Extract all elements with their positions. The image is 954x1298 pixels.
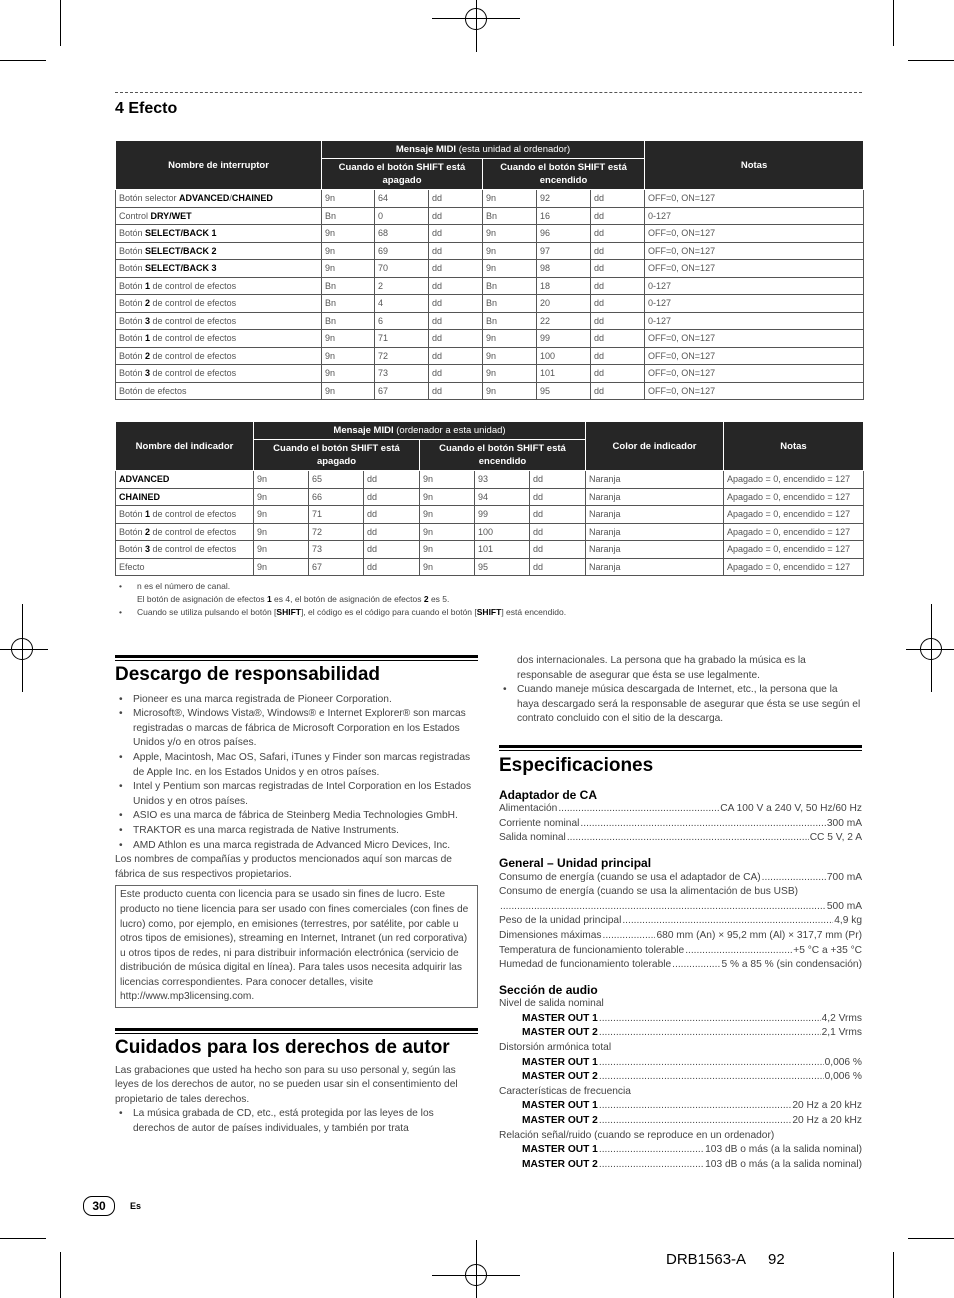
midi-cell: dd <box>429 295 483 313</box>
row-notes: OFF=0, ON=127 <box>645 365 864 383</box>
midi-cell: 73 <box>375 365 429 383</box>
midi-cell: 101 <box>537 365 591 383</box>
midi-cell: Bn <box>322 277 375 295</box>
midi-cell: 9n <box>483 260 537 278</box>
midi-cell: 9n <box>420 523 475 541</box>
midi-cell: dd <box>591 382 645 400</box>
copyright-title: Cuidados para los derechos de autor <box>115 1037 450 1059</box>
midi-cell: dd <box>429 365 483 383</box>
license-notice-box: Este producto cuenta con licencia para se usado sin fines de lucro. Este producto no tiene licencia para ser usado con fines comerciales (con fines de lucro) como, por ejemplo, en emisiones (terrestres, por satélite, por cable u otros tipos de emisiones), streaming en Internet, Intranet (un red corporativa) u otros tipos de redes, ni para distribuir información electrónica (servicio de distribución de música digital en línea). Para tales usos necesita adquirir las licencias correspondientes. Para conocer detalles, visite http://www.mp3licensing.com. <box>115 885 478 1008</box>
row-notes: Apagado = 0, encendido = 127 <box>724 471 864 489</box>
crop-mark <box>0 1238 46 1239</box>
midi-cell: 72 <box>375 347 429 365</box>
specs-list <box>499 788 862 1173</box>
spec-row <box>499 1158 862 1173</box>
indicator-midi-table <box>115 421 864 576</box>
spec-value: +5 °C a +35 °C <box>793 944 862 956</box>
spec-label: MASTER OUT 2 <box>522 1115 598 1127</box>
col-header-name: Nombre del indicador <box>116 422 254 471</box>
midi-cell: dd <box>591 207 645 225</box>
row-notes: 0-127 <box>645 295 864 313</box>
document-code: DRB1563-A 92 <box>666 1251 785 1268</box>
leader-dots <box>500 900 826 915</box>
crop-mark <box>60 0 61 46</box>
midi-cell: 9n <box>322 365 375 383</box>
spec-value: 20 Hz a 20 kHz <box>792 1115 862 1127</box>
midi-cell: 9n <box>322 225 375 243</box>
midi-cell: 64 <box>375 190 429 208</box>
leader-dots <box>599 1056 824 1071</box>
row-notes: 0-127 <box>645 277 864 295</box>
spec-value: 680 mm (An) × 95,2 mm (Al) × 317,7 mm (Pr) <box>656 929 862 941</box>
midi-cell: 9n <box>254 488 309 506</box>
spec-label: MASTER OUT 2 <box>522 1027 598 1039</box>
midi-cell: dd <box>429 207 483 225</box>
spec-value: 103 dB o más (a la salida nominal) <box>705 1144 862 1156</box>
table-row <box>116 295 864 313</box>
indicator-color: Naranja <box>586 558 724 576</box>
col-header-notes: Notas <box>645 141 864 190</box>
crop-mark <box>908 60 954 61</box>
list-item: • Microsoft®, Windows Vista®, Windows® e Internet Explorer® son marcas registradas o marcas de fábrica de Microsoft Corporation en los Estados Unidos y/o en otros países. <box>115 707 478 751</box>
table-notes: • n es el número de canal. El botón de asignación de efectos 1 es 4, el botón de asignación de efectos 2 es 5. • Cuando se utiliza pulsando el botón [SHIFT], el código es el código para cuando el botón [SHIFT] está encendido. <box>119 581 567 617</box>
midi-cell: 96 <box>537 225 591 243</box>
midi-cell: 9n <box>483 382 537 400</box>
spec-label: MASTER OUT 2 <box>522 1158 598 1170</box>
col-header-shift-on: Cuando el botón SHIFT está encendido <box>420 440 586 471</box>
midi-cell: dd <box>530 506 586 524</box>
indicator-color: Naranja <box>586 488 724 506</box>
leader-dots <box>602 929 655 944</box>
row-notes: OFF=0, ON=127 <box>645 242 864 260</box>
crop-mark <box>893 1252 894 1298</box>
language-code: Es <box>130 1201 142 1211</box>
leader-dots <box>685 944 792 959</box>
midi-cell: dd <box>429 277 483 295</box>
section-rule <box>499 745 862 751</box>
table-row <box>116 365 864 383</box>
spec-value: CC 5 V, 2 A <box>809 832 862 844</box>
spec-row <box>499 1099 862 1114</box>
midi-cell: 97 <box>537 242 591 260</box>
midi-cell: Bn <box>322 207 375 225</box>
midi-cell: 73 <box>309 541 364 559</box>
row-name: Botón 2 de control de efectos <box>116 295 322 313</box>
midi-cell: 9n <box>322 347 375 365</box>
row-name: Botón 1 de control de efectos <box>116 330 322 348</box>
spec-label: MASTER OUT 1 <box>522 1056 598 1068</box>
midi-cell: 100 <box>475 523 530 541</box>
section-rule <box>115 1028 478 1034</box>
midi-cell: dd <box>530 558 586 576</box>
table-row <box>116 225 864 243</box>
col-header-shift-on: Cuando el botón SHIFT está encendido <box>483 159 645 190</box>
midi-cell: 95 <box>537 382 591 400</box>
header-rule <box>115 92 862 93</box>
midi-cell: 16 <box>537 207 591 225</box>
col-header-notes: Notas <box>724 422 864 471</box>
table-row <box>116 488 864 506</box>
midi-cell: Bn <box>483 207 537 225</box>
spec-value: 20 Hz a 20 kHz <box>792 1100 862 1112</box>
spec-row <box>499 802 862 817</box>
spec-value: 5 % a 85 % (sin condensación) <box>721 959 862 971</box>
midi-cell: 9n <box>420 558 475 576</box>
crop-mark <box>0 60 46 61</box>
crop-mark <box>893 0 894 46</box>
midi-cell: 4 <box>375 295 429 313</box>
spec-row <box>499 1012 862 1027</box>
row-notes: Apagado = 0, encendido = 127 <box>724 488 864 506</box>
midi-cell: Bn <box>322 295 375 313</box>
midi-cell: dd <box>429 242 483 260</box>
col-header-shift-off: Cuando el botón SHIFT está apagado <box>322 159 483 190</box>
midi-cell: dd <box>591 295 645 313</box>
spec-value: CA 100 V a 240 V, 50 Hz/60 Hz <box>720 803 862 815</box>
table-row <box>116 330 864 348</box>
leader-dots <box>567 831 809 846</box>
midi-cell: dd <box>364 541 420 559</box>
spec-row <box>499 1070 862 1085</box>
spec-row: Relación señal/ruido (cuando se reproduce en un ordenador) <box>499 1129 775 1141</box>
spec-row <box>499 1114 862 1129</box>
table-row <box>116 382 864 400</box>
row-name: Botón 1 de control de efectos <box>116 506 254 524</box>
spec-value: 0,006 % <box>824 1056 862 1068</box>
table-row <box>116 190 864 208</box>
crop-mark <box>60 1252 61 1298</box>
indicator-color: Naranja <box>586 506 724 524</box>
disclaimer-list <box>115 693 478 854</box>
leader-dots <box>622 914 833 929</box>
midi-cell: 18 <box>537 277 591 295</box>
midi-cell: 9n <box>483 330 537 348</box>
midi-cell: dd <box>429 190 483 208</box>
midi-cell: 9n <box>483 242 537 260</box>
table-row <box>116 541 864 559</box>
row-notes: Apagado = 0, encendido = 127 <box>724 523 864 541</box>
row-notes: Apagado = 0, encendido = 127 <box>724 558 864 576</box>
midi-cell: Bn <box>483 295 537 313</box>
midi-cell: 0 <box>375 207 429 225</box>
page-number: 30 <box>83 1196 115 1216</box>
midi-cell: 9n <box>254 506 309 524</box>
spec-row <box>499 958 862 973</box>
midi-cell: 93 <box>475 471 530 489</box>
midi-cell: 9n <box>322 242 375 260</box>
specs-title: Especificaciones <box>499 754 654 776</box>
row-name: Botón 2 de control de efectos <box>116 523 254 541</box>
midi-cell: 71 <box>375 330 429 348</box>
midi-cell: dd <box>364 523 420 541</box>
spec-row <box>499 1143 862 1158</box>
spec-row <box>499 831 862 846</box>
spec-row: Consumo de energía (cuando se usa la alimentación de bus USB) <box>499 886 799 898</box>
midi-cell: dd <box>530 541 586 559</box>
indicator-color: Naranja <box>586 541 724 559</box>
midi-cell: dd <box>429 330 483 348</box>
row-notes: Apagado = 0, encendido = 127 <box>724 506 864 524</box>
midi-cell: dd <box>364 488 420 506</box>
row-name: Efecto <box>116 558 254 576</box>
leader-dots <box>599 1143 704 1158</box>
midi-cell: 9n <box>254 541 309 559</box>
midi-cell: 9n <box>483 347 537 365</box>
list-item: • AMD Athlon es una marca registrada de Advanced Micro Devices, Inc. <box>115 839 478 854</box>
spec-group-title: Adaptador de CA <box>499 787 598 802</box>
row-notes: OFF=0, ON=127 <box>645 347 864 365</box>
spec-label: Humedad de funcionamiento tolerable <box>499 959 672 971</box>
spec-label: Temperatura de funcionamiento tolerable <box>499 944 685 956</box>
table-row <box>116 506 864 524</box>
list-item: • Intel y Pentium son marcas registradas de Intel Corporation en los Estados Unidos y en otros países. <box>115 780 478 809</box>
col-header-name: Nombre de interruptor <box>116 141 322 190</box>
midi-cell: dd <box>591 190 645 208</box>
list-item: • ASIO es una marca de fábrica de Steinberg Media Technologies GmbH. <box>115 809 478 824</box>
table-row <box>116 471 864 489</box>
midi-cell: dd <box>429 382 483 400</box>
midi-cell: 9n <box>483 365 537 383</box>
midi-cell: 6 <box>375 312 429 330</box>
midi-cell: Bn <box>483 312 537 330</box>
midi-cell: 67 <box>309 558 364 576</box>
midi-cell: dd <box>591 312 645 330</box>
midi-cell: Bn <box>483 277 537 295</box>
row-name: Botón SELECT/BACK 1 <box>116 225 322 243</box>
table-row <box>116 558 864 576</box>
row-name: Botón 3 de control de efectos <box>116 365 322 383</box>
indicator-color: Naranja <box>586 523 724 541</box>
list-item: • La música grabada de CD, etc., está protegida por las leyes de los derechos de autor de países individuales, y también por trata <box>115 1107 478 1136</box>
midi-cell: dd <box>591 225 645 243</box>
midi-cell: 9n <box>322 330 375 348</box>
row-name: Control DRY/WET <box>116 207 322 225</box>
col-header-midi: Mensaje MIDI (ordenador a esta unidad) <box>254 422 586 440</box>
spec-row <box>499 1026 862 1041</box>
row-name: Botón de efectos <box>116 382 322 400</box>
table-row <box>116 312 864 330</box>
spec-label: Peso de la unidad principal <box>499 915 622 927</box>
leader-dots <box>599 1026 821 1041</box>
midi-cell: 98 <box>537 260 591 278</box>
list-item: • Cuando maneje música descargada de Internet, etc., la persona que la haya descargado será la responsable de asegurar que ésta se use según el contrato concluido con el sitio de la descarga. <box>499 683 862 727</box>
table-row <box>116 260 864 278</box>
leader-dots <box>672 958 720 973</box>
spec-label: Consumo de energía (cuando se usa el adaptador de CA) <box>499 871 761 883</box>
midi-cell: 9n <box>322 260 375 278</box>
spec-value: 700 mA <box>826 871 862 883</box>
table-row <box>116 242 864 260</box>
section-title: 4 Efecto <box>115 100 178 117</box>
spec-row <box>499 900 862 915</box>
col-header-shift-off: Cuando el botón SHIFT está apagado <box>254 440 420 471</box>
midi-cell: dd <box>591 277 645 295</box>
midi-cell: 9n <box>322 382 375 400</box>
row-notes: Apagado = 0, encendido = 127 <box>724 541 864 559</box>
midi-cell: 9n <box>420 471 475 489</box>
leader-dots <box>580 817 825 832</box>
midi-cell: 9n <box>420 506 475 524</box>
spec-label: Alimentación <box>499 803 558 815</box>
midi-cell: 9n <box>483 190 537 208</box>
midi-cell: 71 <box>309 506 364 524</box>
table-row <box>116 523 864 541</box>
midi-cell: 22 <box>537 312 591 330</box>
spec-row <box>499 817 862 832</box>
table-row <box>116 347 864 365</box>
row-name: Botón SELECT/BACK 3 <box>116 260 322 278</box>
midi-cell: dd <box>429 225 483 243</box>
midi-cell: dd <box>530 488 586 506</box>
midi-cell: 92 <box>537 190 591 208</box>
midi-cell: 68 <box>375 225 429 243</box>
midi-cell: 9n <box>254 523 309 541</box>
midi-cell: dd <box>591 260 645 278</box>
col-header-midi: Mensaje MIDI (esta unidad al ordenador) <box>322 141 645 159</box>
spec-label: Dimensiones máximas <box>499 929 602 941</box>
left-column <box>115 655 478 1137</box>
midi-cell: dd <box>429 347 483 365</box>
spec-row <box>499 871 862 886</box>
midi-cell: 101 <box>475 541 530 559</box>
midi-cell: 20 <box>537 295 591 313</box>
midi-cell: 94 <box>475 488 530 506</box>
row-notes: OFF=0, ON=127 <box>645 190 864 208</box>
section-rule <box>115 655 478 661</box>
spec-group-title: Sección de audio <box>499 982 598 997</box>
midi-cell: 65 <box>309 471 364 489</box>
midi-cell: dd <box>591 242 645 260</box>
list-item: • TRAKTOR es una marca registrada de Native Instruments. <box>115 824 478 839</box>
right-column <box>499 654 862 1172</box>
midi-cell: dd <box>591 365 645 383</box>
row-notes: OFF=0, ON=127 <box>645 330 864 348</box>
midi-cell: dd <box>591 347 645 365</box>
midi-cell: dd <box>530 471 586 489</box>
leader-dots <box>599 1012 821 1027</box>
spec-row: Distorsión armónica total <box>499 1042 612 1054</box>
midi-cell: dd <box>364 558 420 576</box>
spec-value: 2,1 Vrms <box>821 1027 862 1039</box>
spec-label: Corriente nominal <box>499 817 580 829</box>
leader-dots <box>599 1114 791 1129</box>
row-notes: 0-127 <box>645 312 864 330</box>
spec-value: 0,006 % <box>824 1071 862 1083</box>
midi-cell: 99 <box>475 506 530 524</box>
midi-cell: dd <box>364 471 420 489</box>
row-name: Botón selector ADVANCED/CHAINED <box>116 190 322 208</box>
midi-cell: dd <box>530 523 586 541</box>
midi-cell: 9n <box>420 541 475 559</box>
disclaimer-paragraph: Los nombres de compañías y productos mencionados aquí son marcas de fábrica de sus respectivos propietarios. <box>115 854 452 880</box>
row-notes: OFF=0, ON=127 <box>645 225 864 243</box>
row-name: Botón 2 de control de efectos <box>116 347 322 365</box>
spec-value: 4,9 kg <box>834 915 862 927</box>
row-name: Botón 3 de control de efectos <box>116 541 254 559</box>
row-name: Botón 1 de control de efectos <box>116 277 322 295</box>
midi-cell: 66 <box>309 488 364 506</box>
spec-row: Nivel de salida nominal <box>499 998 604 1010</box>
crop-mark <box>908 1238 954 1239</box>
midi-cell: 9n <box>254 558 309 576</box>
midi-cell: dd <box>429 312 483 330</box>
midi-cell: 95 <box>475 558 530 576</box>
col-header-color: Color de indicador <box>586 422 724 471</box>
leader-dots <box>599 1158 704 1173</box>
midi-cell: dd <box>364 506 420 524</box>
spec-label: MASTER OUT 2 <box>522 1071 598 1083</box>
midi-cell: Bn <box>322 312 375 330</box>
midi-cell: 69 <box>375 242 429 260</box>
spec-row <box>499 929 862 944</box>
midi-cell: 72 <box>309 523 364 541</box>
table-row <box>116 277 864 295</box>
spec-label: MASTER OUT 1 <box>522 1144 598 1156</box>
midi-cell: dd <box>591 330 645 348</box>
copyright-list <box>115 1107 478 1136</box>
midi-cell: dd <box>429 260 483 278</box>
copyright-list-cont <box>499 683 862 727</box>
midi-cell: 9n <box>420 488 475 506</box>
spec-row <box>499 914 862 929</box>
table-row <box>116 207 864 225</box>
list-item-continued: dos internacionales. La persona que ha grabado la música es la responsable de asegurar que ésta se use legalmente. <box>517 655 806 681</box>
midi-cell: 2 <box>375 277 429 295</box>
midi-cell: 70 <box>375 260 429 278</box>
spec-label: MASTER OUT 1 <box>522 1012 598 1024</box>
spec-row <box>499 1056 862 1071</box>
spec-value: 300 mA <box>826 817 862 829</box>
leader-dots <box>762 871 826 886</box>
switch-midi-table <box>115 140 864 400</box>
spec-row: Características de frecuencia <box>499 1085 631 1097</box>
row-name: ADVANCED <box>116 471 254 489</box>
spec-value: 500 mA <box>826 900 862 912</box>
midi-cell: 9n <box>483 225 537 243</box>
row-name: CHAINED <box>116 488 254 506</box>
row-notes: OFF=0, ON=127 <box>645 382 864 400</box>
list-item: • Apple, Macintosh, Mac OS, Safari, iTunes y Finder son marcas registradas de Apple Inc. en los Estados Unidos y en otros países. <box>115 751 478 780</box>
row-name: Botón 3 de control de efectos <box>116 312 322 330</box>
list-item: • Pioneer es una marca registrada de Pioneer Corporation. <box>115 693 478 708</box>
spec-value: 103 dB o más (a la salida nominal) <box>705 1158 862 1170</box>
leader-dots <box>599 1070 824 1085</box>
spec-label: Salida nominal <box>499 832 566 844</box>
midi-cell: 9n <box>322 190 375 208</box>
leader-dots <box>599 1099 791 1114</box>
spec-row <box>499 944 862 959</box>
midi-cell: 100 <box>537 347 591 365</box>
row-notes: OFF=0, ON=127 <box>645 260 864 278</box>
row-name: Botón SELECT/BACK 2 <box>116 242 322 260</box>
row-notes: 0-127 <box>645 207 864 225</box>
midi-cell: 67 <box>375 382 429 400</box>
indicator-color: Naranja <box>586 471 724 489</box>
spec-label: MASTER OUT 1 <box>522 1100 598 1112</box>
spec-value: 4,2 Vrms <box>821 1012 862 1024</box>
leader-dots <box>558 802 719 817</box>
disclaimer-title: Descargo de responsabilidad <box>115 664 381 685</box>
midi-cell: 9n <box>254 471 309 489</box>
midi-cell: 99 <box>537 330 591 348</box>
spec-group-title: General – Unidad principal <box>499 855 652 870</box>
copyright-paragraph: Las grabaciones que usted ha hecho son para su uso personal y, según las leyes de los derechos de autor, no se pueden usar sin el consentimiento del propietario de tales derechos. <box>115 1064 458 1105</box>
